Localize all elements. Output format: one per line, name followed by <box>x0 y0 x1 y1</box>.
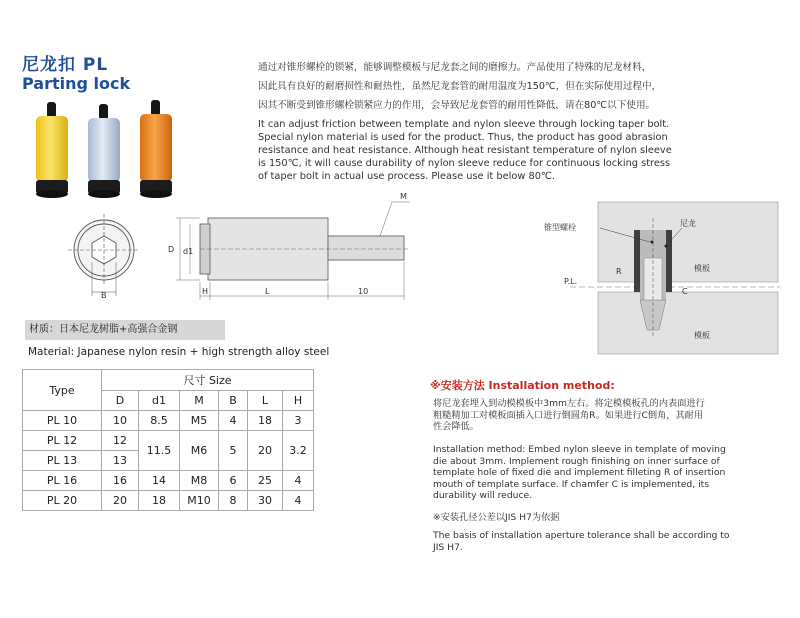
cell-type: PL 10 <box>23 411 102 431</box>
cell-D: 12 <box>102 431 139 451</box>
installation-note-en-line: JIS H7. <box>433 541 463 553</box>
installation-cn <box>433 398 705 433</box>
col-header-L: L <box>248 391 283 411</box>
table-row <box>23 411 314 431</box>
label-L: L <box>265 287 270 296</box>
page-title-cn: 尼龙扣 PL <box>22 55 109 75</box>
cell-D: 13 <box>102 451 139 471</box>
cell-type: PL 13 <box>23 451 102 471</box>
label-H: H <box>202 287 209 296</box>
cell-H: 3.2 <box>283 431 314 471</box>
yellow-lock-image <box>36 102 68 198</box>
cell-L: 18 <box>248 411 283 431</box>
installation-note-en-line: The basis of installation aperture tolerance shall be according to <box>433 530 730 541</box>
cell-d1: 11.5 <box>139 431 180 471</box>
description-cn-line: 因其不断受到锥形螺栓锁紧应力的作用，会导致尼龙套管的耐用性降低，请在80℃以下使用。 <box>258 100 656 111</box>
spec-table <box>22 369 314 511</box>
cell-d1: 14 <box>139 471 180 491</box>
end-view <box>68 214 140 296</box>
cell-d1: 8.5 <box>139 411 180 431</box>
installation-title: ※安装方法 Installation method: <box>430 379 615 392</box>
cell-B: 6 <box>219 471 248 491</box>
description-cn-line: 因此具有良好的耐磨损性和耐热性，虽然尼龙套管的耐用温度为150℃，但在实际使用过程中， <box>258 81 662 92</box>
installation-diagram <box>540 198 780 358</box>
description-en-line: of taper bolt in actual use process. Please use it below 80℃. <box>258 171 556 182</box>
label-taper-bolt: 锥型螺栓 <box>544 223 576 232</box>
installation-cn-line: 将尼龙套埋入到动模模板中3mm左右。将定模模板孔的内表面进行 <box>433 398 705 409</box>
installation-note-cn: ※安装孔径公差以JIS H7为依据 <box>433 512 560 523</box>
description-cn-line: 通过对锥形螺栓的锁紧，能够调整模板与尼龙套之间的磨擦力。产品使用了特殊的尼龙材料， <box>258 62 652 73</box>
cell-H: 4 <box>283 491 314 511</box>
label-10: 10 <box>358 287 369 296</box>
label-nylon: 尼龙 <box>680 219 696 228</box>
label-C: C <box>682 287 688 296</box>
cell-D: 10 <box>102 411 139 431</box>
installation-en <box>433 444 726 502</box>
description-en-line: Special nylon material is used for the product. Thus, the product has good abrasion <box>258 132 668 143</box>
description-en-line: is 150℃, it will cause durability of nylon sleeve reduce for continuous locking stress <box>258 158 671 169</box>
installation-en-line: mouth of template surface. If chamfer C is implemented, its <box>433 478 710 490</box>
label-d1: d1 <box>183 247 194 256</box>
cell-D: 16 <box>102 471 139 491</box>
installation-note-en <box>433 530 730 553</box>
label-plate-bottom: 模板 <box>694 331 710 340</box>
cell-B: 4 <box>219 411 248 431</box>
cell-type: PL 12 <box>23 431 102 451</box>
table-row <box>23 491 314 511</box>
col-header-B: B <box>219 391 248 411</box>
cell-L: 20 <box>248 431 283 471</box>
label-R: R <box>616 267 622 276</box>
cell-H: 3 <box>283 411 314 431</box>
label-B: B <box>101 291 107 300</box>
cell-B: 8 <box>219 491 248 511</box>
installation-en-line: die about 3mm. Implement rough finishing on inner surface of <box>433 455 720 467</box>
label-D: D <box>168 245 175 254</box>
table-header-type: Type <box>23 370 102 411</box>
label-M: M <box>400 192 407 201</box>
material-en: Material: Japanese nylon resin + high strength alloy steel <box>28 346 330 358</box>
description-cn <box>258 58 661 115</box>
col-header-d1: d1 <box>139 391 180 411</box>
cell-M: M5 <box>180 411 219 431</box>
description-en-line: resistance and heat resistance. Although heat resistant temperature of nylon sleeve <box>258 145 672 156</box>
installation-en-line: template hole of fixed die and implement filleting R of insertion <box>433 467 726 478</box>
col-header-D: D <box>102 391 139 411</box>
page-title-en: Parting lock <box>22 74 131 93</box>
col-header-H: H <box>283 391 314 411</box>
material-cn: 材质：日本尼龙树脂+高强合金钢 <box>25 320 225 340</box>
orange-lock-image <box>140 100 172 198</box>
blue-lock-image <box>88 104 120 198</box>
installation-cn-line: 粗糙精加工对模板面插入口进行倒圆角R。如果进行C倒角，其耐用 <box>433 409 704 421</box>
cell-M: M6 <box>180 431 219 471</box>
cell-M: M10 <box>180 491 219 511</box>
cell-L: 25 <box>248 471 283 491</box>
description-en-line: It can adjust friction between template and nylon sleeve through locking taper bolt. <box>258 119 670 130</box>
cell-B: 5 <box>219 431 248 471</box>
label-PL: P.L. <box>564 277 578 286</box>
product-photos <box>30 98 190 206</box>
side-view <box>176 202 410 300</box>
table-row <box>23 471 314 491</box>
cell-type: PL 16 <box>23 471 102 491</box>
cell-type: PL 20 <box>23 491 102 511</box>
cell-H: 4 <box>283 471 314 491</box>
cell-M: M8 <box>180 471 219 491</box>
installation-en-line: durability will reduce. <box>433 490 533 501</box>
installation-en-line: Installation method: Embed nylon sleeve in template of moving <box>433 444 726 455</box>
table-row <box>23 431 314 451</box>
cell-d1: 18 <box>139 491 180 511</box>
table-header-size: 尺寸 Size <box>102 370 314 391</box>
cell-D: 20 <box>102 491 139 511</box>
technical-drawing <box>60 192 430 310</box>
col-header-M: M <box>180 391 219 411</box>
label-plate-top: 模板 <box>694 264 710 273</box>
cell-L: 30 <box>248 491 283 511</box>
description-en <box>258 118 672 183</box>
installation-cn-line: 性会降低。 <box>433 421 479 432</box>
